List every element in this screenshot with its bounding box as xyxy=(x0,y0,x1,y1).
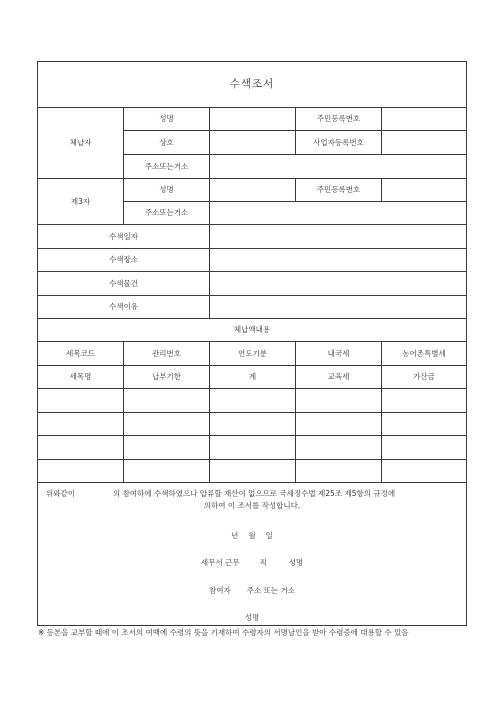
taxpayer-trade-name-label: 상호 xyxy=(124,131,210,155)
table-cell[interactable] xyxy=(38,460,124,483)
third-party-resident-no-label: 주민등록번호 xyxy=(296,179,382,202)
arrears-header-education-tax: 교육세 xyxy=(296,366,382,389)
taxpayer-name-field[interactable] xyxy=(210,108,296,131)
table-cell[interactable] xyxy=(296,460,382,483)
date-month-label: 월 xyxy=(248,530,256,540)
taxpayer-resident-no-field[interactable] xyxy=(382,108,467,131)
table-cell[interactable] xyxy=(382,389,467,413)
statement-line2: 의하여 이 조서를 작성합니다. xyxy=(203,501,301,511)
participant-address-label: 주소 또는 거소 xyxy=(246,585,296,595)
table-row xyxy=(38,413,467,436)
table-cell[interactable] xyxy=(124,436,210,460)
table-cell[interactable] xyxy=(382,436,467,460)
office-label: 세무서 근무 xyxy=(200,558,240,568)
table-cell[interactable] xyxy=(38,389,124,413)
table-row xyxy=(38,460,467,483)
arrears-section-label: 체납액내용 xyxy=(38,319,467,342)
table-cell[interactable] xyxy=(124,413,210,436)
search-reason-label: 수색이유 xyxy=(38,296,210,319)
table-cell[interactable] xyxy=(382,413,467,436)
arrears-header-penalty: 가산금 xyxy=(382,366,467,389)
table-cell[interactable] xyxy=(124,389,210,413)
statement-block xyxy=(38,483,467,626)
search-items-field[interactable] xyxy=(210,272,467,296)
taxpayer-resident-no-label: 주민등록번호 xyxy=(296,108,382,131)
third-party-address-field[interactable] xyxy=(210,202,467,225)
third-party-section-label: 제3자 xyxy=(38,179,124,225)
date-day-label: 일 xyxy=(265,530,273,540)
table-cell[interactable] xyxy=(296,436,382,460)
table-cell[interactable] xyxy=(210,413,296,436)
date-year-label: 년 xyxy=(231,530,239,540)
arrears-header-due-date: 납부기한 xyxy=(124,366,210,389)
table-cell[interactable] xyxy=(38,436,124,460)
rank-label: 직 xyxy=(259,558,267,568)
table-row xyxy=(38,389,467,413)
table-cell[interactable] xyxy=(296,413,382,436)
statement-part2: 의 참여하에 수색하였으나 압류할 재산이 없으므로 국세징수법 제25조 제5항의 규정에 xyxy=(112,489,396,498)
taxpayer-address-label: 주소또는거소 xyxy=(124,155,210,179)
search-place-label: 수색장소 xyxy=(38,249,210,272)
search-date-field[interactable] xyxy=(210,225,467,249)
search-items-label: 수색물건 xyxy=(38,272,210,296)
arrears-header-year-period: 연도기분 xyxy=(210,342,296,366)
arrears-header-management-no: 관리번호 xyxy=(124,342,210,366)
official-name-label: 성명 xyxy=(288,558,304,568)
taxpayer-name-label: 성명 xyxy=(124,108,210,131)
search-reason-field[interactable] xyxy=(210,296,467,319)
search-report-form xyxy=(37,61,467,626)
taxpayer-trade-name-field[interactable] xyxy=(210,131,296,155)
table-cell[interactable] xyxy=(382,460,467,483)
third-party-address-label: 주소또는거소 xyxy=(124,202,210,225)
arrears-header-tax-code: 세목코드 xyxy=(38,342,124,366)
signature-name-label: 성명 xyxy=(244,612,260,622)
arrears-header-tax-name: 세목명 xyxy=(38,366,124,389)
participant-label: 참여자 xyxy=(209,585,231,595)
third-party-resident-no-field[interactable] xyxy=(382,179,467,202)
arrears-header-rural-special-tax: 농어촌특별세 xyxy=(382,342,467,366)
third-party-name-field[interactable] xyxy=(210,179,296,202)
table-cell[interactable] xyxy=(124,460,210,483)
arrears-header-total: 계 xyxy=(210,366,296,389)
taxpayer-address-field[interactable] xyxy=(210,155,467,179)
table-cell[interactable] xyxy=(210,436,296,460)
search-date-label: 수색일자 xyxy=(38,225,210,249)
table-cell[interactable] xyxy=(210,389,296,413)
taxpayer-section-label: 체납자 xyxy=(38,108,124,179)
table-row xyxy=(38,436,467,460)
arrears-header-national-tax: 내국세 xyxy=(296,342,382,366)
form-title: 수색조서 xyxy=(38,62,467,108)
search-place-field[interactable] xyxy=(210,249,467,272)
footnote: ※ 등본을 교부할 때에 이 조서의 여백에 수령의 뜻을 기재하여 수령자의 서명날인을 받아 수령증에 대용할 수 있음 xyxy=(38,628,409,637)
table-cell[interactable] xyxy=(38,413,124,436)
taxpayer-business-no-label: 사업자등록번호 xyxy=(296,131,382,155)
table-cell[interactable] xyxy=(296,389,382,413)
taxpayer-business-no-field[interactable] xyxy=(382,131,467,155)
statement-part1: 위와같이 xyxy=(46,489,75,498)
table-cell[interactable] xyxy=(210,460,296,483)
third-party-name-label: 성명 xyxy=(124,179,210,202)
